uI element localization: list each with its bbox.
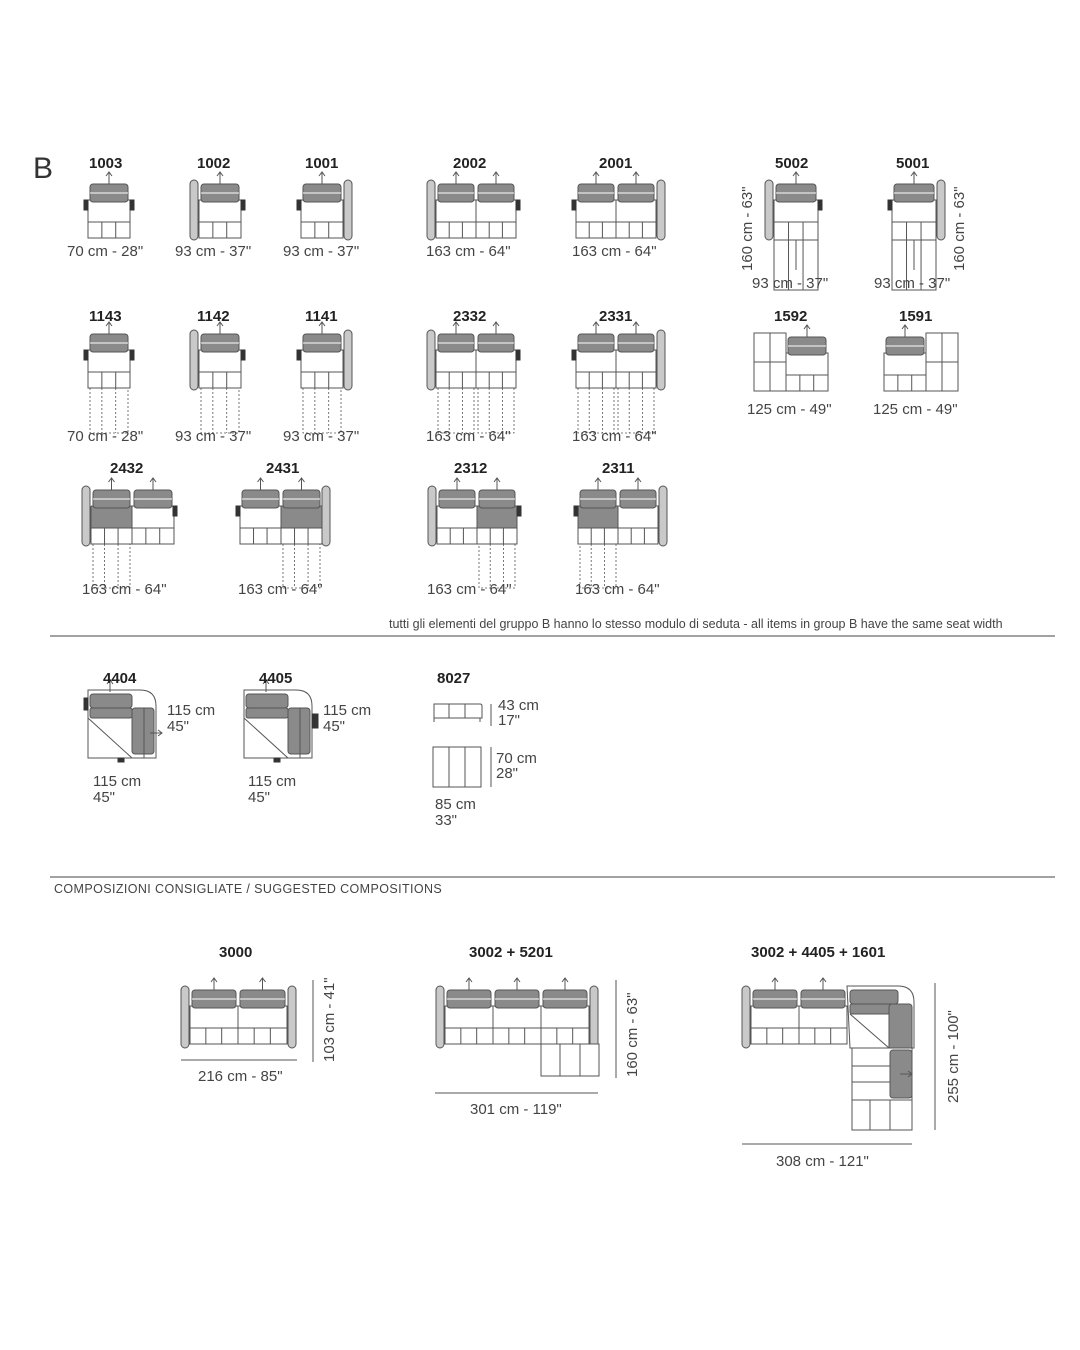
table-8027-drawing (433, 704, 491, 787)
corner-dim-side-4404 (167, 703, 215, 735)
module-code-5001: 5001 (896, 155, 930, 172)
table-height-cm: 43 cm (498, 697, 539, 714)
corner-4405-drawing (244, 680, 318, 762)
module-dim-1001: 93 cm - 37" (283, 243, 360, 260)
corner-4404-bottom-in: 45" (93, 789, 116, 806)
module-code-1002: 1002 (197, 155, 231, 172)
module-dim-2332: 163 cm - 64" (426, 428, 511, 445)
module-2432-drawing (82, 478, 177, 588)
module-code-2001: 2001 (599, 155, 633, 172)
composition-3002-4405-1601-drawing (742, 978, 935, 1144)
composition-dim-v-3002-5201: 160 cm - 63" (624, 992, 641, 1077)
module-code-2002: 2002 (453, 155, 487, 172)
corner-4404-side-cm: 115 cm (167, 702, 216, 719)
module-code-1003: 1003 (89, 155, 123, 172)
composition-dim-v-3002-4405-1601: 255 cm - 100" (945, 1010, 962, 1103)
module-dim-2432: 163 cm - 64" (82, 581, 167, 598)
module-dim-1592: 125 cm - 49" (747, 401, 832, 418)
corner-code-4405: 4405 (259, 670, 293, 687)
module-2332-drawing (427, 322, 520, 433)
corner-4405-bottom-in: 45" (248, 789, 271, 806)
module-5001-drawing (888, 172, 945, 290)
corner-code-4404: 4404 (103, 670, 137, 687)
compositions-title: COMPOSIZIONI CONSIGLIATE / SUGGESTED COMPOSITIONS (54, 882, 443, 896)
composition-code-3002-4405-1601: 3002 + 4405 + 1601 (751, 944, 886, 961)
corner-dim-bottom-4404 (93, 774, 141, 806)
table-depth-in: 28" (496, 765, 519, 782)
corner-dim-bottom-4405 (248, 774, 296, 806)
module-2002-drawing (427, 172, 520, 240)
module-code-1591: 1591 (899, 308, 933, 325)
corner-4404-drawing (84, 680, 162, 762)
module-dim-1003: 70 cm - 28" (67, 243, 144, 260)
module-1142-drawing (190, 322, 245, 433)
module-1001-drawing (297, 172, 352, 240)
corner-4405-side-cm: 115 cm (323, 702, 372, 719)
seat-width-note: tutti gli elementi del gruppo B hanno lo stesso modulo di seduta - all items in group B have the same seat width (389, 617, 1003, 631)
composition-dim-h-3002-4405-1601: 308 cm - 121" (776, 1153, 869, 1170)
module-code-1592: 1592 (774, 308, 808, 325)
corner-4405-bottom-cm: 115 cm (248, 773, 297, 790)
module-5002-drawing (765, 172, 822, 290)
module-2331-drawing (572, 322, 665, 433)
module-dim-5001: 93 cm - 37" (874, 275, 951, 292)
section-rules (50, 636, 1055, 877)
table-height-in: 17" (498, 712, 521, 729)
module-dim-1141: 93 cm - 37" (283, 428, 360, 445)
module-code-1142: 1142 (197, 308, 230, 325)
module-dim-2331: 163 cm - 64" (572, 428, 657, 445)
table-depth (496, 751, 537, 781)
module-code-2332: 2332 (453, 308, 487, 325)
module-1003-drawing (84, 172, 134, 238)
composition-3002-5201-drawing (435, 978, 616, 1093)
module-1143-drawing (84, 322, 134, 433)
module-2311-drawing (574, 478, 667, 588)
module-code-2331: 2331 (599, 308, 633, 325)
module-dim-1002: 93 cm - 37" (175, 243, 252, 260)
composition-dim-h-3000: 216 cm - 85" (198, 1068, 283, 1085)
table-width-in: 33" (435, 812, 458, 829)
module-2431-drawing (236, 478, 330, 588)
module-code-2312: 2312 (454, 460, 488, 477)
table-width (435, 797, 476, 829)
module-dim-2431: 163 cm - 64" (238, 581, 323, 598)
composition-code-3002-5201: 3002 + 5201 (469, 944, 553, 961)
module-dim-5002: 93 cm - 37" (752, 275, 829, 292)
module-code-1141: 1141 (305, 308, 338, 325)
module-1002-drawing (190, 172, 245, 240)
module-code-2311: 2311 (602, 460, 635, 477)
module-code-2432: 2432 (110, 460, 144, 477)
composition-dim-h-3002-5201: 301 cm - 119" (470, 1101, 562, 1118)
module-dimv-5001: 160 cm - 63" (951, 186, 968, 271)
module-dim-2312: 163 cm - 64" (427, 581, 512, 598)
corner-4404-bottom-cm: 115 cm (93, 773, 142, 790)
module-code-2431: 2431 (266, 460, 300, 477)
table-depth-cm: 70 cm (496, 750, 537, 767)
composition-code-3000: 3000 (219, 944, 253, 961)
table-width-cm: 85 cm (435, 796, 476, 813)
module-dim-1142: 93 cm - 37" (175, 428, 252, 445)
corner-4405-side-in: 45" (323, 718, 346, 735)
module-dim-1143: 70 cm - 28" (67, 428, 144, 445)
module-1592-drawing (754, 325, 828, 391)
module-dim-2001: 163 cm - 64" (572, 243, 657, 260)
module-dim-1591: 125 cm - 49" (873, 401, 958, 418)
module-code-1143: 1143 (89, 308, 122, 325)
composition-3000-drawing (181, 978, 313, 1062)
module-1591-drawing (884, 325, 958, 391)
composition-dim-v-3000: 103 cm - 41" (321, 977, 338, 1062)
module-2001-drawing (572, 172, 665, 240)
group-label: B (33, 152, 54, 185)
module-1141-drawing (297, 322, 352, 433)
module-code-5002: 5002 (775, 155, 809, 172)
corner-dim-side-4405 (323, 703, 371, 735)
module-dim-2311: 163 cm - 64" (575, 581, 660, 598)
table-height (498, 698, 539, 728)
module-2312-drawing (428, 478, 521, 588)
module-code-1001: 1001 (305, 155, 339, 172)
corner-4404-side-in: 45" (167, 718, 190, 735)
module-dimv-5002: 160 cm - 63" (739, 186, 756, 271)
table-code-8027: 8027 (437, 670, 471, 687)
module-dim-2002: 163 cm - 64" (426, 243, 511, 260)
